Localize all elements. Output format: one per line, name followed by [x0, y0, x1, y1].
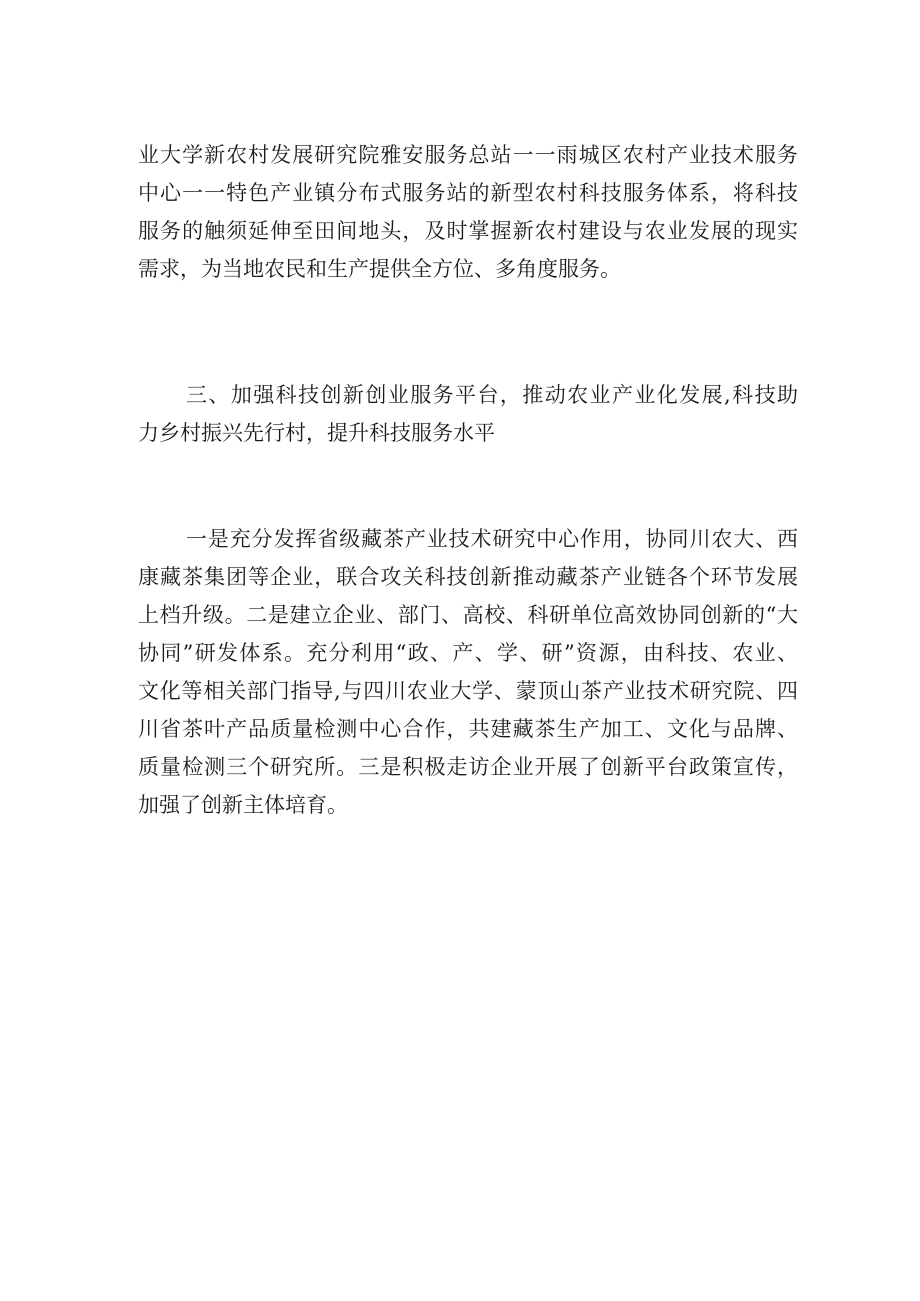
text-line: 一是充分发挥省级藏茶产业技术研究中心作用，协同川农大、西 [186, 527, 798, 551]
text-line: 川省茶叶产品质量检测中心合作，共建藏茶生产加工、文化与品牌、 [138, 717, 798, 741]
text-line: 中心一一特色产业镇分布式服务站的新型农村科技服务体系，将科技 [138, 181, 798, 205]
text-line: 协同”研发体系。充分利用“政、产、学、研”资源，由科技、农业、 [138, 641, 798, 665]
text-line: 上档升级。二是建立企业、部门、高校、科研单位高效协同创新的“大 [138, 603, 798, 627]
text-line: 服务的触须延伸至田间地头，及时掌握新农村建设与农业发展的现实 [138, 219, 798, 243]
section-heading-3 [138, 376, 798, 452]
text-line: 康藏茶集团等企业，联合攻关科技创新推动藏茶产业链各个环节发展 [138, 565, 798, 589]
text-line: 业大学新农村发展研究院雅安服务总站一一雨城区农村产业技术服务 [138, 143, 798, 167]
heading-line: 三、加强科技创新创业服务平台，推动农业产业化发展,科技助 [186, 383, 798, 407]
text-line: 需求，为当地农民和生产提供全方位、多角度服务。 [138, 257, 621, 281]
text-line: 加强了创新主体培育。 [138, 793, 348, 817]
text-line: 文化等相关部门指导,与四川农业大学、蒙顶山茶产业技术研究院、四 [138, 679, 798, 703]
text-line: 质量检测三个研究所。三是积极走访企业开展了创新平台政策宣传， [138, 755, 798, 779]
paragraph-innovation-platform [138, 520, 798, 824]
paragraph-service-system [138, 136, 798, 288]
heading-line: 力乡村振兴先行村，提升科技服务水平 [138, 421, 495, 445]
